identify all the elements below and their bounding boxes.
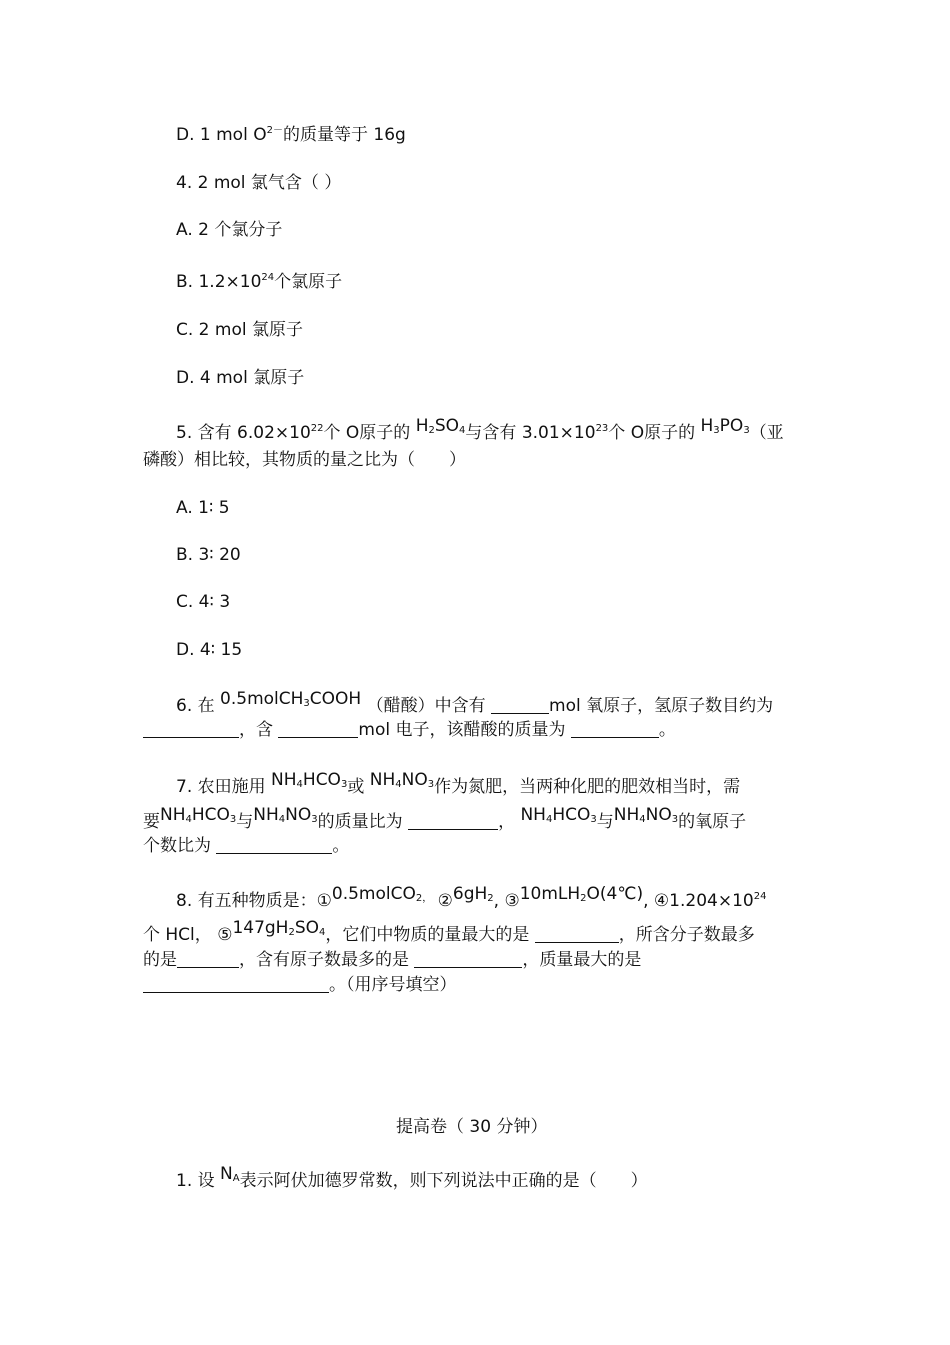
q6-line1 bbox=[176, 689, 774, 717]
q6-text: mol 电子，该醋酸的质量为 bbox=[358, 720, 566, 740]
q7-line3 bbox=[143, 835, 349, 857]
option-label: B. bbox=[176, 272, 194, 292]
subscript: A bbox=[232, 1173, 240, 1184]
number: 1.204×10 bbox=[669, 891, 754, 911]
formula-part: 0.5molCO bbox=[331, 884, 416, 904]
q7-text: 。 bbox=[332, 836, 350, 856]
q7-text: 与 bbox=[596, 812, 614, 832]
formula-nh4hco3: $NH_4HCO_3$ bbox=[160, 805, 237, 825]
q7-text: 7. 农田施用 bbox=[176, 777, 266, 797]
formula-part: SO bbox=[294, 918, 320, 938]
formula-part: 6gH bbox=[452, 884, 488, 904]
formula-nh4no3: $NH_4NO_3$ bbox=[253, 805, 318, 825]
exponent: 24 bbox=[753, 891, 767, 902]
q4-option-b bbox=[176, 271, 342, 293]
q5-option-a: A. 1∶ 5 bbox=[176, 498, 230, 518]
subscript: 4 bbox=[639, 814, 646, 825]
subscript: 4 bbox=[296, 779, 303, 790]
formula-part: 10mLH bbox=[519, 884, 581, 904]
formula-nh4no3: $NH_4NO_3$ bbox=[613, 805, 679, 825]
q8-line2 bbox=[143, 918, 755, 946]
exponent: 22 bbox=[310, 423, 324, 434]
q8-line3 bbox=[143, 949, 641, 971]
q4-option-a: A. 2 个氯分子 bbox=[176, 220, 283, 240]
exponent: 23 bbox=[595, 423, 609, 434]
subscript: 4 bbox=[319, 927, 326, 938]
q7-text: ， bbox=[498, 812, 516, 832]
formula-h2o bbox=[520, 884, 643, 904]
s1-text: 1. 设 bbox=[176, 1171, 215, 1191]
option-number: 1.2×10 bbox=[198, 272, 262, 292]
q5-option-b: B. 3∶ 20 bbox=[176, 545, 241, 565]
circled-number: ① bbox=[316, 891, 332, 911]
q8-text: 。（用序号填空） bbox=[329, 975, 457, 995]
formula-nh4no3: $NH_4NO_3$ bbox=[369, 770, 435, 790]
q7-text: 与 bbox=[236, 812, 254, 832]
circled-number: ④ bbox=[653, 891, 670, 911]
q6-text: ，含 bbox=[239, 720, 273, 740]
subscript: 2 bbox=[487, 893, 494, 904]
q5-stem-line2: 磷酸）相比较，其物质的量之比为（ ） bbox=[143, 450, 466, 470]
q8-text: ，所含分子数最多 bbox=[618, 925, 755, 945]
subscript: 3 bbox=[340, 779, 348, 790]
formula-h2so4 bbox=[232, 918, 325, 938]
q8-line4 bbox=[143, 974, 457, 996]
q8-text: ，它们中物质的量最大的是 bbox=[325, 925, 530, 945]
q7-line2 bbox=[143, 805, 747, 833]
answer-blank[interactable] bbox=[535, 925, 619, 943]
subscript: 3 bbox=[229, 814, 237, 825]
option-text: 1 mol O bbox=[199, 125, 267, 145]
formula-h2 bbox=[453, 884, 494, 904]
q7-line1 bbox=[176, 770, 741, 798]
s1-stem bbox=[176, 1164, 648, 1192]
formula-nh4hco3: $NH_4HCO_3$ bbox=[520, 805, 597, 825]
q4-stem: 4. 2 mol 氯气含（ ） bbox=[176, 173, 342, 193]
symbol-na bbox=[220, 1164, 240, 1184]
formula-co2 bbox=[332, 884, 432, 904]
formula-part: 147gH bbox=[232, 918, 289, 938]
q5-option-d: D. 4∶ 15 bbox=[176, 640, 243, 660]
subscript: 3 bbox=[427, 779, 435, 790]
q5-text: 个 O原子的 bbox=[323, 423, 411, 443]
q8-text: ，含有原子数最多的是 bbox=[239, 950, 409, 970]
s1-text: 表示阿伏加德罗常数，则下列说法中正确的是（ ） bbox=[239, 1171, 648, 1191]
q8-text: 8. 有五种物质是： bbox=[176, 891, 317, 911]
formula-h2so4: $H_2SO_4$ bbox=[415, 416, 466, 436]
exponent: 24 bbox=[261, 272, 275, 283]
subscript: 3 bbox=[311, 814, 318, 825]
subscript: 4 bbox=[278, 814, 286, 825]
circled-number: ③ bbox=[504, 891, 520, 911]
subscript: 4 bbox=[185, 814, 192, 825]
q7-text: 个数比为 bbox=[143, 836, 211, 856]
q4-option-c: C. 2 mol 氯原子 bbox=[176, 320, 303, 340]
formula-part: 0.5molCH bbox=[220, 689, 304, 709]
q5-text: 与含有 bbox=[465, 423, 517, 443]
formula-part: O(4℃) bbox=[586, 884, 644, 904]
q5-text: 5. 含有 bbox=[176, 423, 232, 443]
q6-text: 6. 在 bbox=[176, 696, 215, 716]
subscript: 2， bbox=[415, 893, 433, 904]
formula-part: COOH bbox=[309, 689, 362, 709]
q3-option-d bbox=[176, 124, 406, 146]
answer-blank[interactable] bbox=[177, 950, 239, 968]
q8-text: 的是 bbox=[143, 950, 177, 970]
subscript: 3 bbox=[303, 698, 310, 709]
answer-blank[interactable] bbox=[414, 950, 522, 968]
q5-text: 个 O原子的 bbox=[608, 423, 696, 443]
q4-option-d: D. 4 mol 氯原子 bbox=[176, 368, 305, 388]
q5-option-c: C. 4∶ 3 bbox=[176, 592, 231, 612]
answer-blank[interactable] bbox=[143, 720, 239, 738]
q6-text: mol 氧原子，氢原子数目约为 bbox=[549, 696, 774, 716]
formula-acetic-acid bbox=[220, 689, 361, 709]
subscript: 4 bbox=[395, 779, 402, 790]
subscript: 4 bbox=[545, 814, 553, 825]
subscript: 2 bbox=[288, 927, 295, 938]
q8-text: ，质量最大的是 bbox=[522, 950, 642, 970]
q7-text: 的质量比为 bbox=[317, 812, 403, 832]
answer-blank[interactable] bbox=[491, 696, 549, 714]
option-text-tail: 的质量等于 16g bbox=[282, 125, 406, 145]
subscript: 3 bbox=[590, 814, 597, 825]
q5-text: （亚 bbox=[749, 423, 784, 443]
q7-text: 作为氮肥，当两种化肥的肥效相当时，需 bbox=[434, 777, 741, 797]
answer-blank[interactable] bbox=[571, 720, 659, 738]
subscript: 3 bbox=[743, 425, 750, 436]
subscript: 3 bbox=[671, 814, 679, 825]
answer-blank[interactable] bbox=[216, 836, 332, 854]
subscript: 4 bbox=[459, 425, 466, 436]
formula-h3po3: $H_3PO_3$ bbox=[700, 416, 750, 436]
q6-line2 bbox=[143, 719, 676, 741]
q7-text: 的氧原子 bbox=[678, 812, 747, 832]
answer-blank[interactable] bbox=[408, 812, 498, 830]
charge-superscript: 2－ bbox=[266, 125, 283, 136]
q7-text: 要 bbox=[143, 812, 160, 832]
q5-number-1: 6.02×10 bbox=[237, 423, 311, 443]
answer-blank[interactable] bbox=[143, 975, 329, 993]
q8-text: 个 HCl， bbox=[143, 925, 212, 945]
circled-number: ② bbox=[437, 891, 453, 911]
section-heading: 提高卷（ 30 分钟） bbox=[396, 1117, 548, 1137]
q8-line1: 8. 有五种物质是：①0.5molCO$_{2,}$ $②6gH_2$, ③10mLH$_2$O(4℃), $④1.204\times 10^{24}$ bbox=[176, 884, 767, 911]
q5-stem-line1 bbox=[176, 416, 784, 444]
subscript: 2 bbox=[580, 893, 587, 904]
q5-number-2: 3.01×10 bbox=[521, 423, 596, 443]
subscript: 2 bbox=[428, 425, 435, 436]
formula-nh4hco3: $NH_4HCO_3$ bbox=[271, 770, 348, 790]
q7-text: 或 bbox=[347, 777, 365, 797]
q6-text: 。 bbox=[658, 720, 676, 740]
option-label: D. bbox=[176, 125, 195, 145]
subscript: 3 bbox=[713, 425, 720, 436]
circled-number: ⑤ bbox=[217, 925, 233, 945]
answer-blank[interactable] bbox=[278, 720, 358, 738]
q6-text: （醋酸）中含有 bbox=[366, 696, 486, 716]
symbol-part: N bbox=[220, 1164, 233, 1184]
option-text-tail: 个氯原子 bbox=[274, 272, 343, 292]
